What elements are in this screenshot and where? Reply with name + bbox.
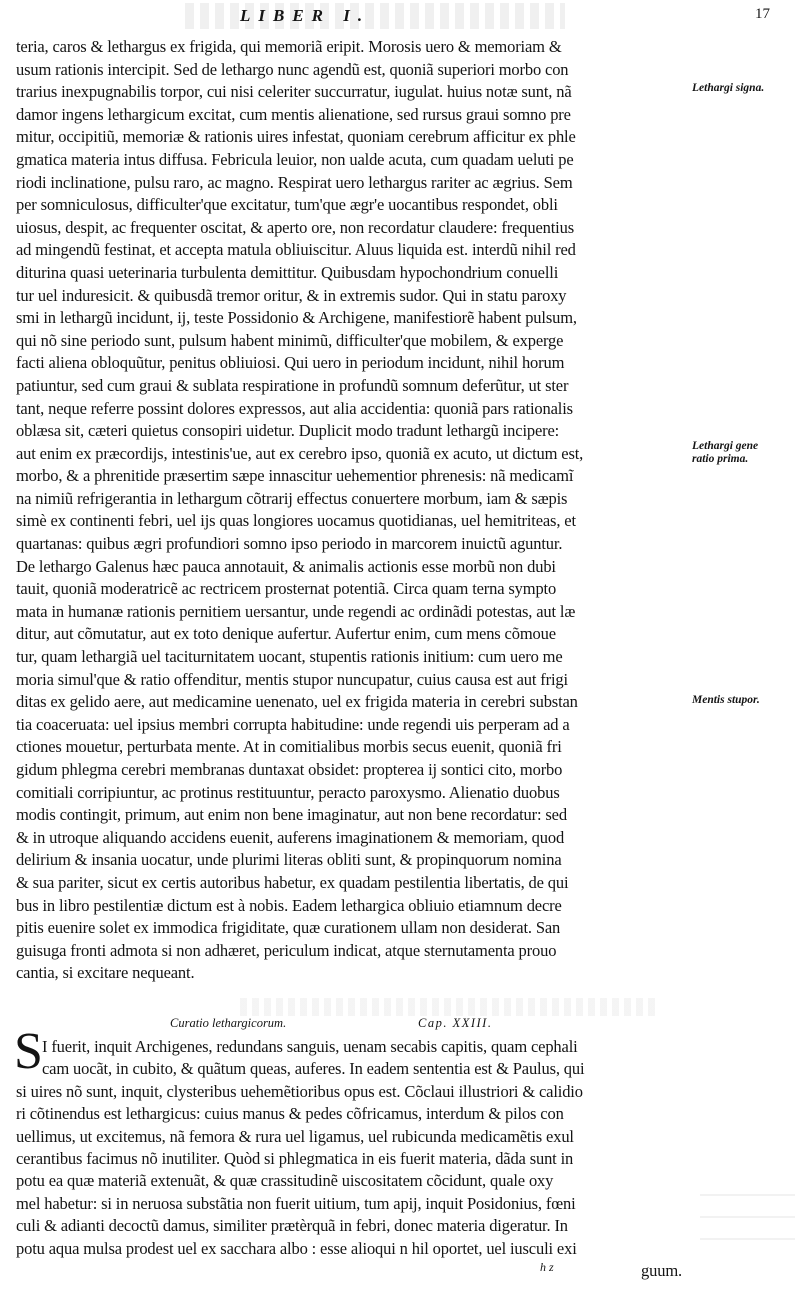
text-line: modis contingit, primum, aut enim non bene imaginatur, aut non bene recordatur: sed — [16, 805, 567, 825]
text-line: facti aliena obloquũtur, penitus obliuiosi. Qui uero in periodum incidunt, nihil horum — [16, 353, 565, 373]
margin-note-mentis-stupor: Mentis stupor. — [692, 694, 760, 706]
text-line: delirium & insania uocatur, unde plurimi literas obliti sunt, & propinquorum nomina — [16, 850, 562, 870]
text-line: cantia, si excitare nequeant. — [16, 963, 195, 983]
text-line: diturina quasi ueterinaria turbulenta demittitur. Quibusdam hypochondrium conuelli — [16, 262, 559, 282]
text-line: gmatica materia intus diffusa. Febricula leuior, non ualde acuta, cum quadam ueluti pe — [16, 149, 574, 169]
text-line: riodi inclinatione, pulsu raro, ac magno. Respirat uero lethargus rariter ac ægrius. Sem — [16, 172, 573, 192]
chapter-heading: Curatio lethargicorum. — [170, 1016, 287, 1030]
text-line: simè ex continenti febri, uel ijs quas longiores uocamus quotidianas, uel hemitriteas, et — [16, 511, 576, 531]
text-line: ri cõtinendus est lethargicus: cuius manus & pedes cõfricamus, interdum & pilos con — [16, 1104, 564, 1124]
text-line: si uires nõ sunt, inquit, clysteribus uehemẽtioribus opus est. Cõclaui illustriori & calidio — [16, 1081, 583, 1101]
text-line: potu aqua mulsa prodest uel ex sacchara albo : esse alioqui n hil oportet, uel iusculi exi — [16, 1238, 577, 1258]
running-title: LIBER I. — [240, 6, 371, 25]
text-line: teria, caros & lethargus ex frigida, qui memoriã eripit. Morosis uero & memoriam & — [16, 37, 562, 56]
text-line: morbo, & a phrenitide præsertim sæpe innascitur uehementior phrenesis: nã medicamĩ — [16, 466, 574, 486]
text-line: ditur, aut cõmutatur, aut ex toto denique aufertur. Aufertur enim, cum mens cõmoue — [16, 624, 556, 644]
text-line: guum. — [641, 1260, 682, 1280]
margin-note-lethargi-signa: Lethargi signa. — [692, 82, 765, 94]
show-through-artifact — [700, 1180, 795, 1240]
text-line: cerantibus facimus nõ inutiliter. Quòd si phlegmatica in eis fuerit materia, dãda sunt in — [16, 1148, 574, 1168]
text-line: tauit, quoniã moderatricẽ ac rectricem prosternat potentiã. Circa quam terna sympto — [16, 579, 557, 599]
text-line: tia coaceruata: uel ipsius membri corrupta habitudine: unde regendi uis perperam ad a — [16, 714, 570, 734]
text-line: I fuerit, inquit Archigenes, redundans sanguis, uenam secabis capitis, quam cephali — [42, 1037, 578, 1056]
text-line: bus in libro pestilentiæ dictum est à nobis. Eadem lethargica obliuio etiamnum decre — [16, 895, 562, 915]
text-line: moria simul'que & ratio offenditur, mentis stupor nuncupatur, cuius causa est aut frigi — [16, 669, 568, 689]
show-through-artifact — [240, 998, 660, 1016]
text-line: mata in humanæ rationis pernitiem uersantur, unde regendi ac ordinãdi potestas, aut læ — [16, 601, 576, 621]
text-line: usum rationis intercipit. Sed de lethargo nunc agendũ est, quoniã superiori morbo con — [16, 59, 569, 79]
text-line: comitiali corripiuntur, ac protinus restituuntur, peracto paroxysmo. Alienatio duobus — [16, 782, 560, 802]
text-line: aut enim ex præcordijs, intestinis'ue, aut ex cerebro ipso, quoniã ex acuto, ut dictum est, — [16, 443, 584, 463]
text-line: smi in lethargũ incidunt, ij, teste Possidonio & Archigene, manifestiorẽ habent pulsum, — [16, 308, 577, 328]
text-line: De lethargo Galenus hæc pauca annotauit, & animalis actionis esse morbũ non dubi — [16, 556, 556, 576]
text-line: mitur, occipitiũ, memoriæ & rationis uires infestat, quoniam cerebrum afficitur ex phle — [16, 127, 576, 147]
signature-mark: h z — [540, 1260, 554, 1274]
chapter-number: Cap. XXIII. — [418, 1016, 493, 1030]
text-line: trarius inexpugnabilis torpor, cui nisi celeriter succurratur, iugulat. huius notæ sunt, nã — [16, 82, 572, 102]
text-line: oblæsa sit, cæteri quietus consopiri uidetur. Duplicit modo tradunt lethargũ incipere: — [16, 421, 560, 441]
text-line: guisuga fronti admota si non adhæret, periculum indicat, atque sternutamenta prouo — [16, 940, 557, 960]
text-line: tur uel induresicit. & quibusdã tremor oritur, & in extremis sudor. Qui in statu paroxy — [16, 285, 567, 305]
margin-note-generatio: Lethargi gene ratio prima. — [692, 440, 759, 465]
text-line: tur, quam lethargiã uel taciturnitatem uocant, stupentis rationis initium: cum uero me — [16, 647, 563, 667]
text-line: per somniculosus, difficulter'que excitatur, tum'que ægr'e uocantibus respondet, obli — [16, 195, 558, 215]
text-line: pitis euenire solet ex immodica frigiditate, quæ curationem ullam non desiderat. San — [16, 918, 561, 938]
text-line: & sua pariter, sicut ex certis autoribus habetur, ex quadam pestilentia libertatis, de qui — [16, 872, 569, 892]
text-line: gidum phlegma cerebri membranas duntaxat obsidet: propterea ij sontici cito, morbo — [16, 760, 563, 779]
text-line: damor ingens lethargicum excitat, cum mentis alienatione, sed rursus graui somno pre — [16, 104, 571, 124]
text-line: ad mingendũ festinat, et accepta matula obliuiscitur. Aluus liquida est. interdũ nihil red — [16, 240, 576, 260]
text-line: uellimus, ut excitemus, nã femora & rura uel ligamus, uel rubicunda medicamẽtis exul — [16, 1126, 574, 1146]
drop-cap: S — [14, 1023, 43, 1080]
text-line: na nimiũ refrigerantia in lethargum cõtrarij effectus conuertere morbum, iam & sæpis — [16, 488, 568, 508]
text-line: cam uocãt, in cubito, & quãtum queas, auferes. In eadem sententia est & Paulus, qui — [42, 1059, 585, 1079]
text-line: potu ea quæ materiã extenuãt, & quæ crassitudinẽ uiscositatem cõcidunt, quale oxy — [16, 1171, 554, 1191]
chapter-text-block — [16, 1036, 690, 1282]
text-line: mel habetur: si in neruosa substãtia non fuerit uitium, tum apij, inquit Posidonius, fœni — [16, 1193, 576, 1213]
text-line: & in utroque aliquando accidens euenit, auferens imaginationem & memoriam, quod — [16, 827, 565, 847]
text-line: qui nõ sine periodo sunt, pulsum habent minimũ, difficulter'que mobilem, & experge — [16, 330, 564, 350]
text-line: tant, neque referre possint dolores expressos, aut alia accidentia: quoniã pars rationalis — [16, 398, 573, 418]
text-line: uiosus, despit, ac frequenter oscitat, & aperto ore, non recordatur claudere: frequentius — [16, 217, 574, 237]
text-line: culi & adianti decoctũ damus, similiter prætèrquã in febri, donec materia digeratur. In — [16, 1216, 568, 1236]
text-line: patiuntur, sed cum graui & sublata respiratione in profundũ somnum deferũtur, ut ster — [16, 375, 569, 395]
text-line: ditas ex gelido aere, aut medicamine uenenato, uel ex frigida materia in cerebri substan — [16, 692, 578, 712]
page-number: 17 — [755, 6, 770, 22]
text-line: quartanas: quibus ægri profundiori somno ipso periodo in marcorem inuictũ aguntur. — [16, 534, 563, 554]
text-line: ctiones mouetur, perturbata mente. At in comitialibus morbis secus euenit, quoniã fri — [16, 737, 562, 757]
main-text-block — [16, 36, 686, 985]
